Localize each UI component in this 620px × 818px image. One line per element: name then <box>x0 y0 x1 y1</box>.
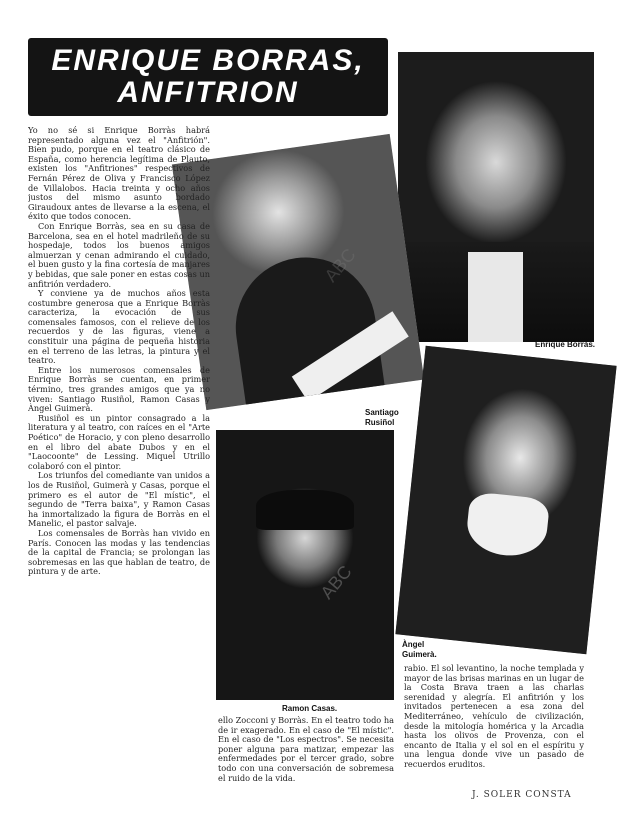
photo-enrique-borras <box>398 52 594 342</box>
article-paragraph: ello Zocconi y Borràs. En el teatro todo ha de ir exagerado. En el caso de "El místic". En el caso de "Los espectros". Se necesita poner alguna para matizar, empezar las enfermedades por el tercer grado, sobre todo con una conversación de sobremesa el ruido de la vida. <box>218 716 394 783</box>
article-paragraph: Los triunfos del comediante van unidos a los de Rusiñol, Guimerà y Casas, porque el primero es el autor de "El místic", el segundo de "Terra baixa", y Ramon Casas ha inmortalizado la figura de Borràs en el Manelic, el pastor salvaje. <box>28 470 210 529</box>
photo-angel-guimera <box>395 346 616 654</box>
article-paragraph: Rusiñol es un pintor consagrado a la literatura y al teatro, con raíces en el "Arte Poético" de Horacio, y con pleno desarrollo en el libro del abate Dubos y en el "Laocoonte" de Lessing. Miquel Utrillo colaboró con el pintor. <box>28 412 210 471</box>
article-paragraph: Y conviene ya de muchos años esta costumbre generosa que a Enrique Borràs caracteriza, la evocación de sus comensales famosos, con el relieve de los recuerdos y de las figuras, viene a constituir una página de pequeña historia en el terreno de las letras, la pintura y el teatro. <box>28 288 210 366</box>
article-column-3 <box>404 664 584 776</box>
article-paragraph: Yo no sé si Enrique Borràs habrá representado alguna vez el "Anfitrión". Bien pudo, porque en el teatro clásico de España, como herencia legítima de Plauto, existen los "Anfitriones" respectivos de Fernán Pérez de Oliva y Francisco López de Villalobos. Hacia treinta y ocho años justos del mismo asunto bordado Giraudoux antes de llevarse a la escena, el éxito que todos conocen. <box>28 126 210 222</box>
watermark-abc: ABC <box>316 561 356 603</box>
caption-ramon-casas: Ramon Casas. <box>282 704 338 713</box>
article-column-2 <box>218 716 394 800</box>
author-signature: J. SOLER CONSTA <box>472 790 572 800</box>
article-title-line1: ENRIQUE BORRAS, <box>51 44 365 77</box>
article-paragraph: Entre los numerosos comensales de Enrique Borràs se cuentan, en primer término, tres grandes amigos que ya no viven: Santiago Rusiñol, Ramon Casas y Àngel Guimerà. <box>28 364 210 414</box>
photo-ramon-casas <box>216 430 394 700</box>
article-paragraph: Con Enrique Borràs, sea en su casa de Barcelona, sea en el hotel madrileño de su hospedaje, todos los buenos amigos almuerzan y cenan admirando el cuidado, el buen gusto y la fina cortesía de manjares y bebidas, que sale poner en estas cosas un anfitrión verdadero. <box>28 220 210 289</box>
article-column-1 <box>28 126 210 794</box>
caption-angel-guimera: Àngel Guimerà. <box>402 640 437 659</box>
article-paragraph: Los comensales de Borràs han vivido en París. Conocen las modas y las tendencias de la capital de Francia; se prolongan las sobremesas en las que hablan de teatro, de pintura y de arte. <box>28 527 210 577</box>
article-title-line2: ANFITRION <box>117 76 299 109</box>
watermark-abc: ABC <box>320 244 360 286</box>
caption-santiago-rusinol: Santiago Rusiñol <box>365 408 399 427</box>
article-title-banner <box>28 38 388 116</box>
caption-enrique-borras: Enrique Borràs. <box>535 340 596 349</box>
article-paragraph: rabio. El sol levantino, la noche templada y mayor de las brisas marinas en un lugar de la Costa Brava traen a las charlas serenidad y alegría. El anfitrión y los invitados pertenecen a esa zona del Mediterráneo, vehículo de civilización, desde la mitología homérica y la Arcadia hasta los olivos de Provenza, con el encanto de Italia y el sol en el espíritu y una lengua donde vive un pasado de recuerdos eruditos. <box>404 664 584 769</box>
